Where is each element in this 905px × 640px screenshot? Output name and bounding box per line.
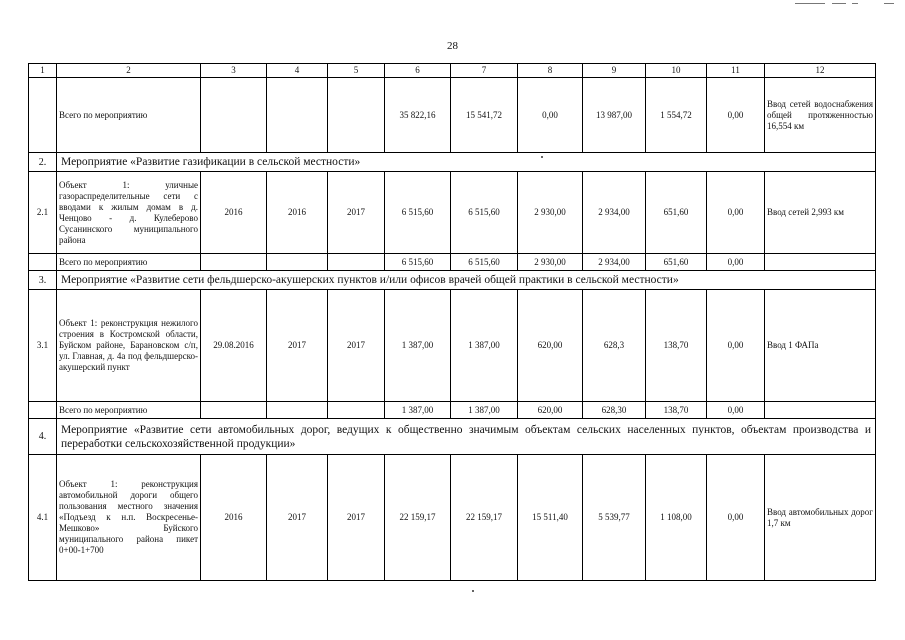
scan-speck bbox=[541, 156, 543, 158]
cell-value: 2 934,00 bbox=[583, 254, 646, 271]
cell-year: 2017 bbox=[267, 455, 328, 581]
cell-value: 0,00 bbox=[707, 172, 765, 254]
section-title: Мероприятие «Развитие сети автомобильных дорог, ведущих к общественно значимым объектам сельских населенных пунктов, объектам производства и переработки сельскохозяйственной продукции» bbox=[57, 419, 876, 455]
col-header: 11 bbox=[707, 64, 765, 78]
cell-value: 13 987,00 bbox=[583, 78, 646, 153]
cell-value: 6 515,60 bbox=[385, 254, 451, 271]
cell-value: 1 387,00 bbox=[385, 290, 451, 402]
scan-artifact-line bbox=[832, 3, 846, 4]
object-row bbox=[29, 172, 876, 254]
col-header: 12 bbox=[765, 64, 876, 78]
section-heading-row bbox=[29, 271, 876, 290]
cell-value: 5 539,77 bbox=[583, 455, 646, 581]
cell-value: 0,00 bbox=[707, 290, 765, 402]
scan-artifact-line bbox=[795, 3, 825, 4]
page-number: 28 bbox=[447, 40, 458, 52]
cell-value: 6 515,60 bbox=[385, 172, 451, 254]
result-text: Ввод сетей водоснабжения общей протяженностью 16,554 км bbox=[765, 78, 876, 153]
cell-value: 15 511,40 bbox=[518, 455, 583, 581]
cell-value: 651,60 bbox=[646, 254, 707, 271]
col-header: 10 bbox=[646, 64, 707, 78]
cell-year: 2017 bbox=[328, 290, 385, 402]
row-number: 4.1 bbox=[29, 455, 57, 581]
section-total-row bbox=[29, 254, 876, 271]
cell-value: 0,00 bbox=[707, 254, 765, 271]
col-header: 7 bbox=[451, 64, 518, 78]
section-heading-row bbox=[29, 153, 876, 172]
cell-total-cost: 35 822,16 bbox=[385, 78, 451, 153]
cell-value: 1 554,72 bbox=[646, 78, 707, 153]
row-number: 2.1 bbox=[29, 172, 57, 254]
scan-artifact-line bbox=[884, 3, 894, 4]
total-label: Всего по мероприятию bbox=[57, 78, 201, 153]
object-description: Объект 1: уличные газораспределительные сети с вводами к жилым домам в д. Ченцово - д. Кулеберово Сусанинского муниципального района bbox=[57, 172, 201, 254]
scan-artifact-line bbox=[852, 3, 858, 4]
col-header: 5 bbox=[328, 64, 385, 78]
object-row bbox=[29, 455, 876, 581]
object-description: Объект 1: реконструкция нежилого строения в Костромской области, Буйском районе, Барановском с/п, ул. Главная, д. 4а под фельдшерско-акушерский пункт bbox=[57, 290, 201, 402]
col-header: 2 bbox=[57, 64, 201, 78]
cell-value: 0,00 bbox=[707, 78, 765, 153]
section-number: 2. bbox=[29, 153, 57, 172]
cell-value: 620,00 bbox=[518, 402, 583, 419]
section-title: Мероприятие «Развитие газификации в сельской местности» bbox=[57, 153, 876, 172]
program-table bbox=[28, 63, 876, 581]
section-number: 4. bbox=[29, 419, 57, 455]
col-header: 1 bbox=[29, 64, 57, 78]
result-text: Ввод автомобильных дорог 1,7 км bbox=[765, 455, 876, 581]
cell-value: 651,60 bbox=[646, 172, 707, 254]
cell-year: 2016 bbox=[267, 172, 328, 254]
col-header: 9 bbox=[583, 64, 646, 78]
col-header: 8 bbox=[518, 64, 583, 78]
result-text: Ввод сетей 2,993 км bbox=[765, 172, 876, 254]
section-total-row bbox=[29, 402, 876, 419]
cell-value: 1 387,00 bbox=[385, 402, 451, 419]
section-title: Мероприятие «Развитие сети фельдшерско-акушерских пунктов и/или офисов врачей общей практики в сельской местности» bbox=[57, 271, 876, 290]
cell-value: 6 515,60 bbox=[451, 172, 518, 254]
cell-start-date: 29.08.2016 bbox=[201, 290, 267, 402]
cell-year: 2017 bbox=[328, 172, 385, 254]
section-heading-row bbox=[29, 419, 876, 455]
cell-value: 0,00 bbox=[518, 78, 583, 153]
scan-speck bbox=[472, 590, 474, 592]
cell-value: 15 541,72 bbox=[451, 78, 518, 153]
block1-total-row bbox=[29, 78, 876, 153]
cell-value: 1 387,00 bbox=[451, 290, 518, 402]
cell-value: 0,00 bbox=[707, 402, 765, 419]
cell-value: 2 934,00 bbox=[583, 172, 646, 254]
object-description: Объект 1: реконструкция автомобильной дороги общего пользования местного значения «Подъезд к н.п. Воскресенье-Мешково» Буйского муниципального района пикет 0+00-1+700 bbox=[57, 455, 201, 581]
cell-year: 2017 bbox=[267, 290, 328, 402]
cell-value: 628,3 bbox=[583, 290, 646, 402]
section-number: 3. bbox=[29, 271, 57, 290]
cell-value: 1 108,00 bbox=[646, 455, 707, 581]
cell-value: 2 930,00 bbox=[518, 172, 583, 254]
cell-year: 2017 bbox=[328, 455, 385, 581]
col-header: 3 bbox=[201, 64, 267, 78]
cell-start-date: 2016 bbox=[201, 172, 267, 254]
cell-value: 0,00 bbox=[707, 455, 765, 581]
cell-value: 628,30 bbox=[583, 402, 646, 419]
row-number: 3.1 bbox=[29, 290, 57, 402]
cell-value: 6 515,60 bbox=[451, 254, 518, 271]
cell-value: 22 159,17 bbox=[385, 455, 451, 581]
total-label: Всего по мероприятию bbox=[57, 254, 201, 271]
cell-value: 138,70 bbox=[646, 290, 707, 402]
object-row bbox=[29, 290, 876, 402]
cell-value: 138,70 bbox=[646, 402, 707, 419]
col-header: 4 bbox=[267, 64, 328, 78]
result-text: Ввод 1 ФАПа bbox=[765, 290, 876, 402]
column-number-row bbox=[29, 64, 876, 78]
cell-value: 22 159,17 bbox=[451, 455, 518, 581]
total-label: Всего по мероприятию bbox=[57, 402, 201, 419]
col-header: 6 bbox=[385, 64, 451, 78]
cell-value: 620,00 bbox=[518, 290, 583, 402]
cell-start-date: 2016 bbox=[201, 455, 267, 581]
cell-value: 2 930,00 bbox=[518, 254, 583, 271]
cell-value: 1 387,00 bbox=[451, 402, 518, 419]
